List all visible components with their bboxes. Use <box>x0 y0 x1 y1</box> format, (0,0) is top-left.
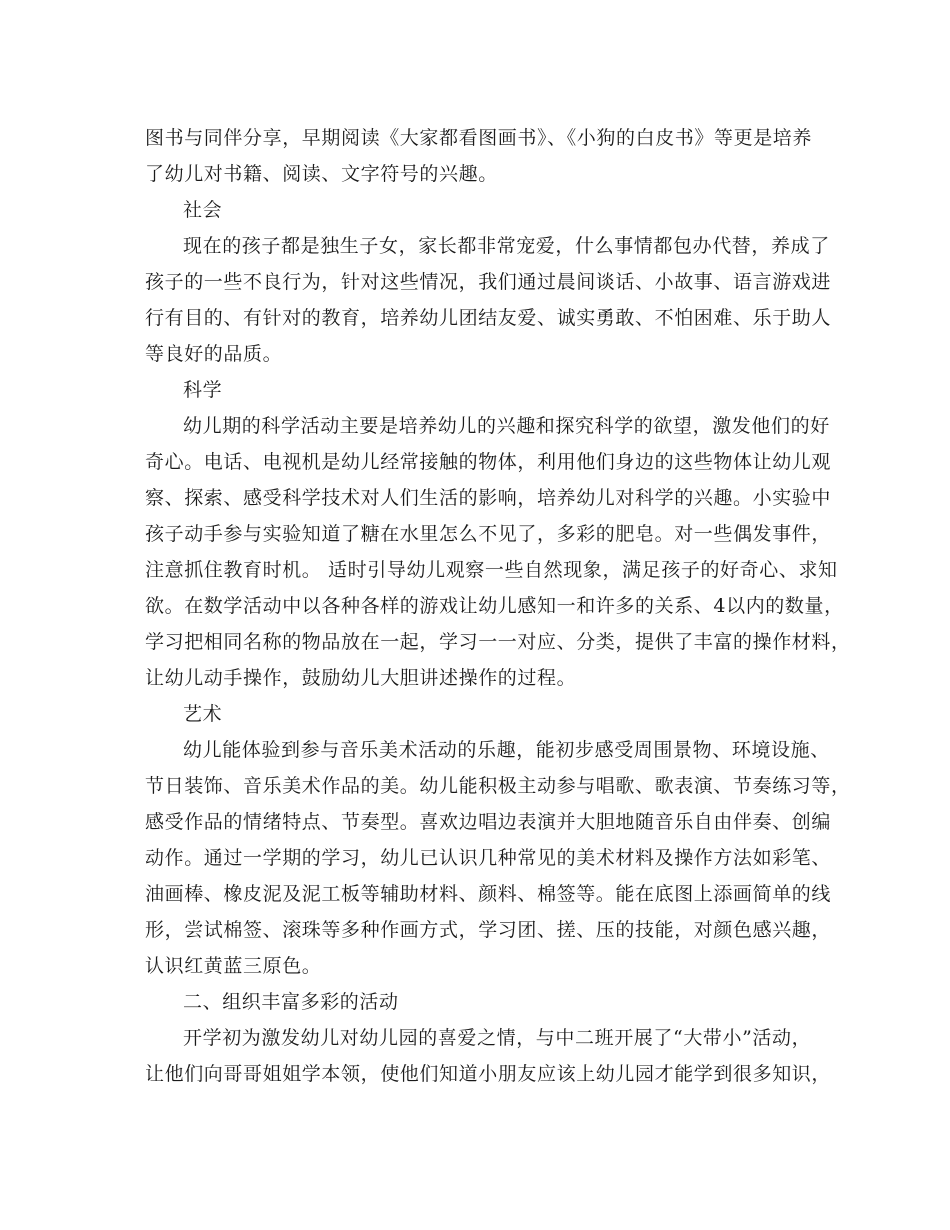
section-heading-art: 艺术 <box>183 703 223 725</box>
text-line: 了幼儿对书籍、阅读、文字符号的兴趣。 <box>145 163 498 185</box>
text-line: 图书与同伴分享，早期阅读《大家都看图画书》、《小狗的白皮书》等更是培养 <box>145 127 813 149</box>
text-line: 欲。在数学活动中以各种各样的游戏让幼儿感知一和许多的关系、4以内的数量， <box>145 595 844 617</box>
text-line: 察、探索、感受科学技术对人们生活的影响，培养幼儿对科学的兴趣。小实验中 <box>145 487 832 509</box>
text-line: 行有目的、有针对的教育，培养幼儿团结友爱、诚实勇敢、不怕困难、乐于助人 <box>145 307 832 329</box>
text-line: 幼儿期的科学活动主要是培养幼儿的兴趣和探究科学的欲望，激发他们的好 <box>183 415 830 437</box>
text-line: 奇心。电话、电视机是幼儿经常接触的物体，利用他们身边的这些物体让幼儿观 <box>145 451 832 473</box>
text-line: 开学初为激发幼儿对幼儿园的喜爱之情，与中二班开展了“大带小”活动， <box>183 1027 812 1049</box>
section-heading-society: 社会 <box>183 199 223 221</box>
text-line: 学习把相同名称的物品放在一起，学习一一对应、分类，提供了丰富的操作材料， <box>145 631 851 653</box>
text-line: 感受作品的情绪特点、节奏型。喜欢边唱边表演并大胆地随音乐自由伴奏、创编 <box>145 811 832 833</box>
text-line: 节日装饰、音乐美术作品的美。幼儿能积极主动参与唱歌、歌表演、节奏练习等， <box>145 775 851 797</box>
text-line: 孩子动手参与实验知道了糖在水里怎么不见了，多彩的肥皂。对一些偶发事件， <box>145 523 832 545</box>
text-line: 孩子的一些不良行为，针对这些情况，我们通过晨间谈话、小故事、语言游戏进 <box>145 271 832 293</box>
text-line: 油画棒、橡皮泥及泥工板等辅助材料、颜料、棉签等。能在底图上添画简单的线 <box>145 883 832 905</box>
text-line: 动作。通过一学期的学习，幼儿已认识几种常见的美术材料及操作方法如彩笔、 <box>145 847 832 869</box>
text-line: 形，尝试棉签、滚珠等多种作画方式，学习团、搓、压的技能，对颜色感兴趣， <box>145 919 832 941</box>
section-heading-activities: 二、组织丰富多彩的活动 <box>183 991 399 1013</box>
text-line: 注意抓住教育时机。 适时引导幼儿观察一些自然现象，满足孩子的好奇心、求知 <box>145 559 838 581</box>
text-line: 认识红黄蓝三原色。 <box>145 955 322 977</box>
text-line: 让幼儿动手操作，鼓励幼儿大胆讲述操作的过程。 <box>145 667 577 689</box>
text-line: 现在的孩子都是独生子女，家长都非常宠爱，什么事情都包办代替，养成了 <box>183 235 830 257</box>
text-line: 幼儿能体验到参与音乐美术活动的乐趣，能初步感受周围景物、环境设施、 <box>183 739 830 761</box>
document-page <box>145 120 851 1092</box>
text-line: 让他们向哥哥姐姐学本领，使他们知道小朋友应该上幼儿园才能学到很多知识， <box>145 1063 832 1085</box>
text-line: 等良好的品质。 <box>145 343 283 365</box>
section-heading-science: 科学 <box>183 379 223 401</box>
